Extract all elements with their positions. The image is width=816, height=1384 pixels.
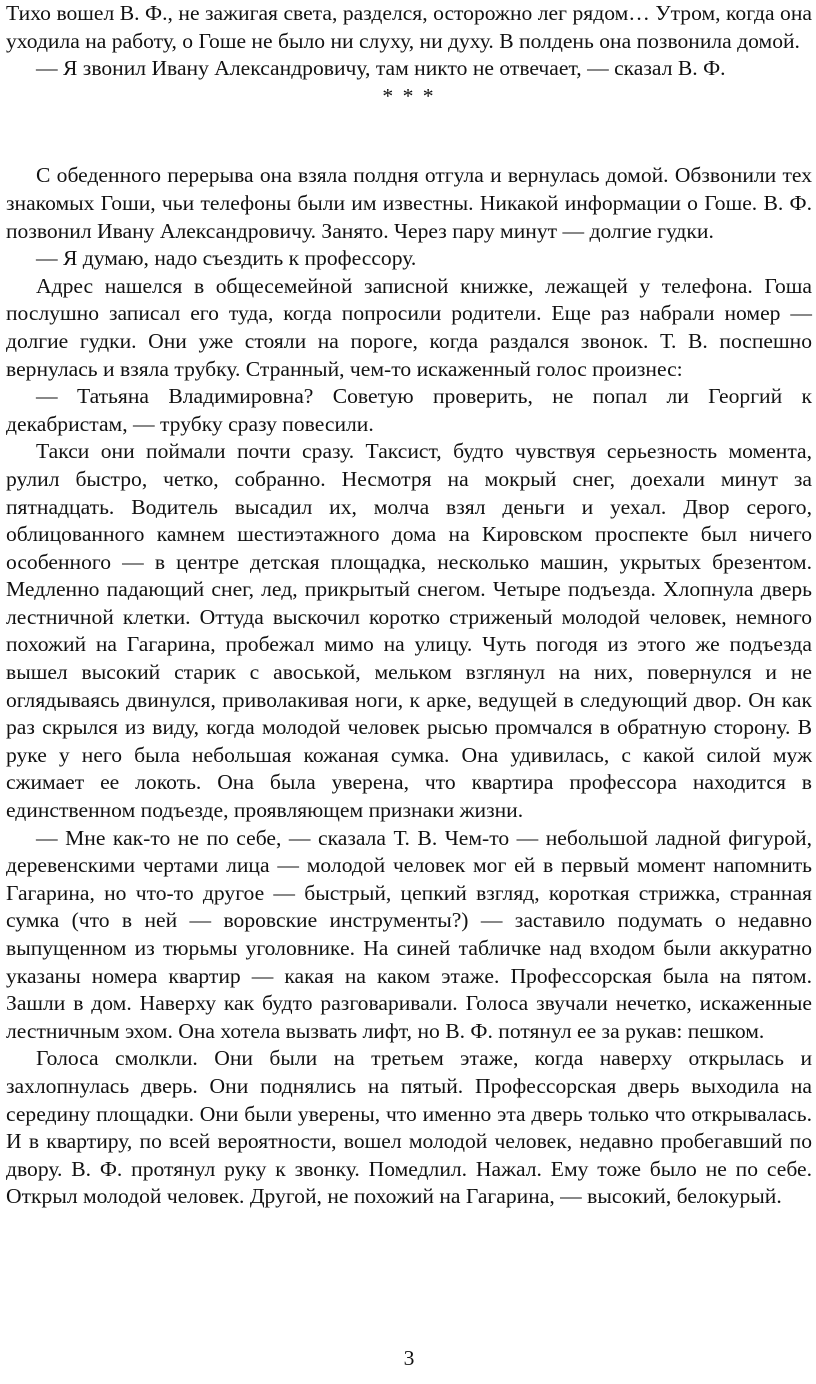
paragraph: — Я звонил Ивану Александровичу, там никто не отвечает, — сказал В. Ф. [36,56,726,81]
paragraph: — Мне как-то не по себе, — сказала Т. В. Чем-то — небольшой ладной фигурой, деревенскими чертами лица — молодой человек мог ей в первый момент напомнить Гагарина, но что-то другое — быстрый, цепкий взгляд, короткая стрижка, странная сумка (что в ней — воровские инструменты?) — заставило подумать о недавно выпущенном из тюрьмы уголовнике. На синей табличке над входом были аккуратно указаны номера квартир — какая на каком этаже. Профессорская была на пятом. Зашли в дом. Наверху как будто разговаривали. Голоса звучали нечетко, искаженные лестничным эхом. Она хотела вызвать лифт, но В. Ф. потянул ее за рукав: пешком. [6,825,812,1043]
paragraph: С обеденного перерыва она взяла полдня отгула и вернулась домой. Обзвонили тех знакомых Гоши, чьи телефоны были им известны. Никакой информации о Гоше. В. Ф. позвонил Ивану Александровичу. Занято. Через пару минут — долгие гудки. [6,163,812,243]
page-number: 3 [403,1346,415,1370]
page-body [6,0,812,1211]
section-separator: * * * [382,83,436,108]
paragraph: Такси они поймали почти сразу. Таксист, будто чувствуя серьезность момента, рулил быстро, четко, собранно. Несмотря на мокрый снег, доехали минут за пятнадцать. Водитель высадил их, молча взял деньги и уехал. Двор серого, облицованного камнем шестиэтажного дома на Кировском проспекте был ничего особенного — в центре детская площадка, несколько машин, укрытых брезентом. Медленно падающий снег, лед, прикрытый снегом. Четыре подъезда. Хлопнула дверь лестничной клетки. Оттуда выскочил коротко стриженый молодой человек, немного похожий на Гагарина, пробежал мимо на улицу. Чуть погодя из этого же подъезда вышел высокий старик с авоськой, мельком взглянул на них, повернулся и не оглядываясь двинулся, приволакивая ноги, к арке, ведущей в следующий двор. Он как раз скрылся из виду, когда молодой человек рысью промчался в обратную сторону. В руке у него была небольшая кожаная сумка. Она удивилась, с какой силой муж сжимает ее локоть. Она была уверена, что квартира профессора находится в единственном подъезде, проявляющем признаки жизни. [6,439,812,823]
paragraph: Тихо вошел В. Ф., не зажигая света, разделся, осторожно лег рядом… Утром, когда она уходила на работу, о Гоше не было ни слуху, ни духу. В полдень она позвонила домой. [6,1,812,53]
paragraph: Голоса смолкли. Они были на третьем этаже, когда наверху открылась и захлопнулась дверь. Они поднялись на пятый. Профессорская дверь выходила на середину площадки. Они были уверены, что именно эта дверь только что открывалась. И в квартиру, по всей вероятности, вошел молодой человек, недавно пробегавший по двору. В. Ф. протянул руку к звонку. Помедлил. Нажал. Ему тоже было не по себе. Открыл молодой человек. Другой, не похожий на Гагарина, — высокий, белокурый. [6,1046,812,1209]
paragraph: — Татьяна Владимировна? Советую проверить, не попал ли Георгий к декабристам, — трубку сразу повесили. [6,384,812,436]
paragraph: Адрес нашелся в общесемейной записной книжке, лежащей у телефона. Гоша послушно записал его туда, когда попросили родители. Еще раз набрали номер — долгие гудки. Они уже стояли на пороге, когда раздался звонок. Т. В. поспешно вернулась и взяла трубку. Странный, чем-то искаженный голос произнес: [6,273,812,381]
book-page [6,0,812,1384]
section-gap [6,110,812,162]
paragraph: — Я думаю, надо съездить к профессору. [36,246,417,271]
